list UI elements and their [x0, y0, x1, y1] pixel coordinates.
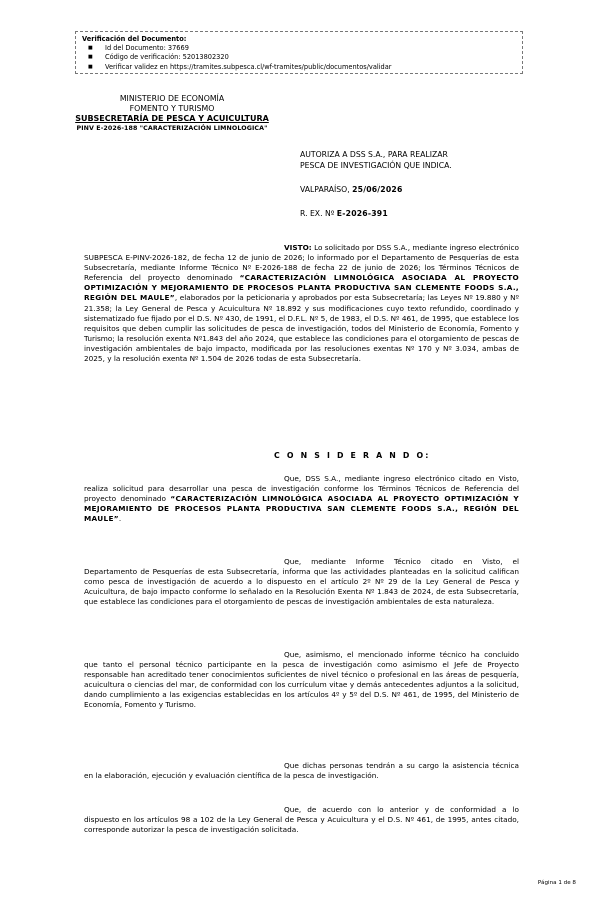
page-number: Página 1 de 8	[537, 880, 576, 886]
ministry-name: MINISTERIO DE ECONOMÍA	[119, 94, 225, 103]
considerando-4	[84, 761, 519, 781]
considerando-2-paragraph: Que, mediante Informe Técnico citado en Visto, el Departamento de Pesquerías de esta Subsecretaría, informa que las actividades planteadas en la solicitud califican como pesca de investigación de acuerdo a lo dispuesto en el artículo 2º Nº 29 de la Ley General de Pesca y Acuicultura, de bajo impacto conforme lo señalado en la Resolución Exenta Nº 1.843 de 2024, de esta Subsecretaría, que establece las condiciones para el otorgamiento de pescas de investigación ambientales de esta naturaleza.	[84, 557, 519, 607]
rex-line	[300, 208, 540, 219]
resolution-date: 25/06/2026	[352, 185, 403, 194]
verification-title: Verificación del Documento:	[82, 35, 187, 43]
verification-id: ■ Id del Documento: 37669	[105, 44, 516, 53]
considerando-3-paragraph: Que, asimismo, el mencionado informe técnico ha concluido que tanto el personal técnico participante en la pesca de investigación como asimismo el Jefe de Proyecto responsable han acreditado tener conocimientos suficientes de nivel técnico o profesional en las áreas de pesquería, acuicultura o ciencias del mar, de conformidad con los currículum vitae y demás antecedentes adjuntos a la solicitud, dando cumplimiento a las exigencias establecidas en los artículos 4º y 5º del D.S. Nº 461, de 1995, del Ministerio de Economía, Fomento y Turismo.	[84, 650, 519, 710]
title-line-2: PESCA DE INVESTIGACIÓN QUE INDICA.	[300, 161, 452, 171]
verification-code: ■ Código de verificación: 52013802320	[105, 53, 516, 62]
considerando-5	[84, 805, 519, 835]
considerando-4-paragraph: Que dichas personas tendrán a su cargo la asistencia técnica en la elaboración, ejecución y evaluación científica de la pesca de investigación.	[84, 761, 519, 781]
date-line	[300, 184, 540, 195]
verification-box	[75, 31, 523, 74]
visto-project-name: “CARACTERIZACIÓN LIMNOLÓGICA ASOCIADA AL PROYECTO OPTIMIZACIÓN Y MEJORAMIENTO DE PROCESOS PLANTA PRODUCTIVA SAN CLEMENTE FOODS S.A., REGIÓN DEL MAULE”	[84, 273, 519, 303]
ministry-name-2: FOMENTO Y TURISMO	[129, 104, 215, 113]
considerando-1-paragraph	[84, 474, 519, 524]
rex-number: E-2026-391	[336, 209, 388, 218]
visto-paragraph	[84, 243, 519, 364]
considerando-1-text: Que, DSS S.A., mediante ingreso electrónico citado en Visto, realiza solicitud para desarrollar una pesca de investigación conforme los Términos Técnicos de Referencia del proyecto denominado	[84, 474, 519, 504]
subsecretaria-name: SUBSECRETARÍA DE PESCA Y ACUICULTURA	[75, 114, 269, 123]
institution-block	[46, 94, 298, 134]
considerando-heading: C O N S I D E R A N D O:	[274, 451, 431, 460]
visto-label: VISTO:	[284, 243, 312, 252]
considerando-1-project-name: “CARACTERIZACIÓN LIMNOLÓGICA ASOCIADA AL PROYECTO OPTIMIZACIÓN Y MEJORAMIENTO DE PROCESOS PLANTA PRODUCTIVA SAN CLEMENTE FOODS S.A., REGIÓN DEL MAULE”	[84, 494, 519, 524]
resolution-title	[300, 149, 540, 172]
title-line-1: AUTORIZA A DSS S.A., PARA REALIZAR	[300, 150, 448, 159]
rex-label: R. EX. Nº	[300, 209, 335, 218]
visto-text-1: Lo solicitado por DSS S.A., mediante ingreso electrónico SUBPESCA E-PINV-2026-182, de fecha 12 de junio de 2026; lo informado por el Departamento de Pesquerías de esta Subsecretaría, mediante Informe Técnico Nº E-2026-188 de fecha 22 de junio de 2026; los Términos Técnicos de Referencia del proyecto denominado	[84, 243, 519, 283]
visto-section	[84, 243, 519, 364]
considerando-1	[84, 474, 519, 524]
considerando-2	[84, 557, 519, 607]
verification-link[interactable]: ■ Verificar validez en https://tramites.subpesca.cl/wf-tramites/public/documentos/validar	[105, 63, 516, 72]
considerando-5-paragraph: Que, de acuerdo con lo anterior y de conformidad a lo dispuesto en los artículos 98 a 102 de la Ley General de Pesca y Acuicultura y el D.S. Nº 461, de 1995, antes citado, corresponde autorizar la pesca de investigación solicitada.	[84, 805, 519, 835]
place: VALPARAÍSO,	[300, 185, 350, 194]
visto-text-2: , elaborados por la peticionaria y aprobados por esta Subsecretaría; las Leyes Nº 19.880 y Nº 21.358; la Ley General de Pesca y Acuicultura Nº 18.892 y sus modificaciones cuyo texto refundido, coordinado y sistematizado fue fijado por el D.S. Nº 430, de 1991, el D.F.L. Nº 5, de 1983, el D.S. Nº 461, de 1995, que establece los requisitos que deben cumplir las solicitudes de pesca de investigación, todos del Ministerio de Economía, Fomento y Turismo; la resolución exenta Nº1.843 del año 2024, que establece las condiciones para el otorgamiento de pescas de investigación ambientales de bajo impacto, modificada por las resoluciones exentas Nº 170 y Nº 3.034, ambas de 2025, y la resolución exenta Nº 1.504 de 2026 todas de esta Subsecretaría.	[84, 293, 519, 364]
considerando-3	[84, 650, 519, 711]
pinv-reference: PINV E-2026-188 "CARACTERIZACIÓN LIMNOLOGICA"	[76, 125, 268, 132]
verification-list	[82, 44, 516, 72]
considerando-1-end: .	[118, 514, 122, 524]
